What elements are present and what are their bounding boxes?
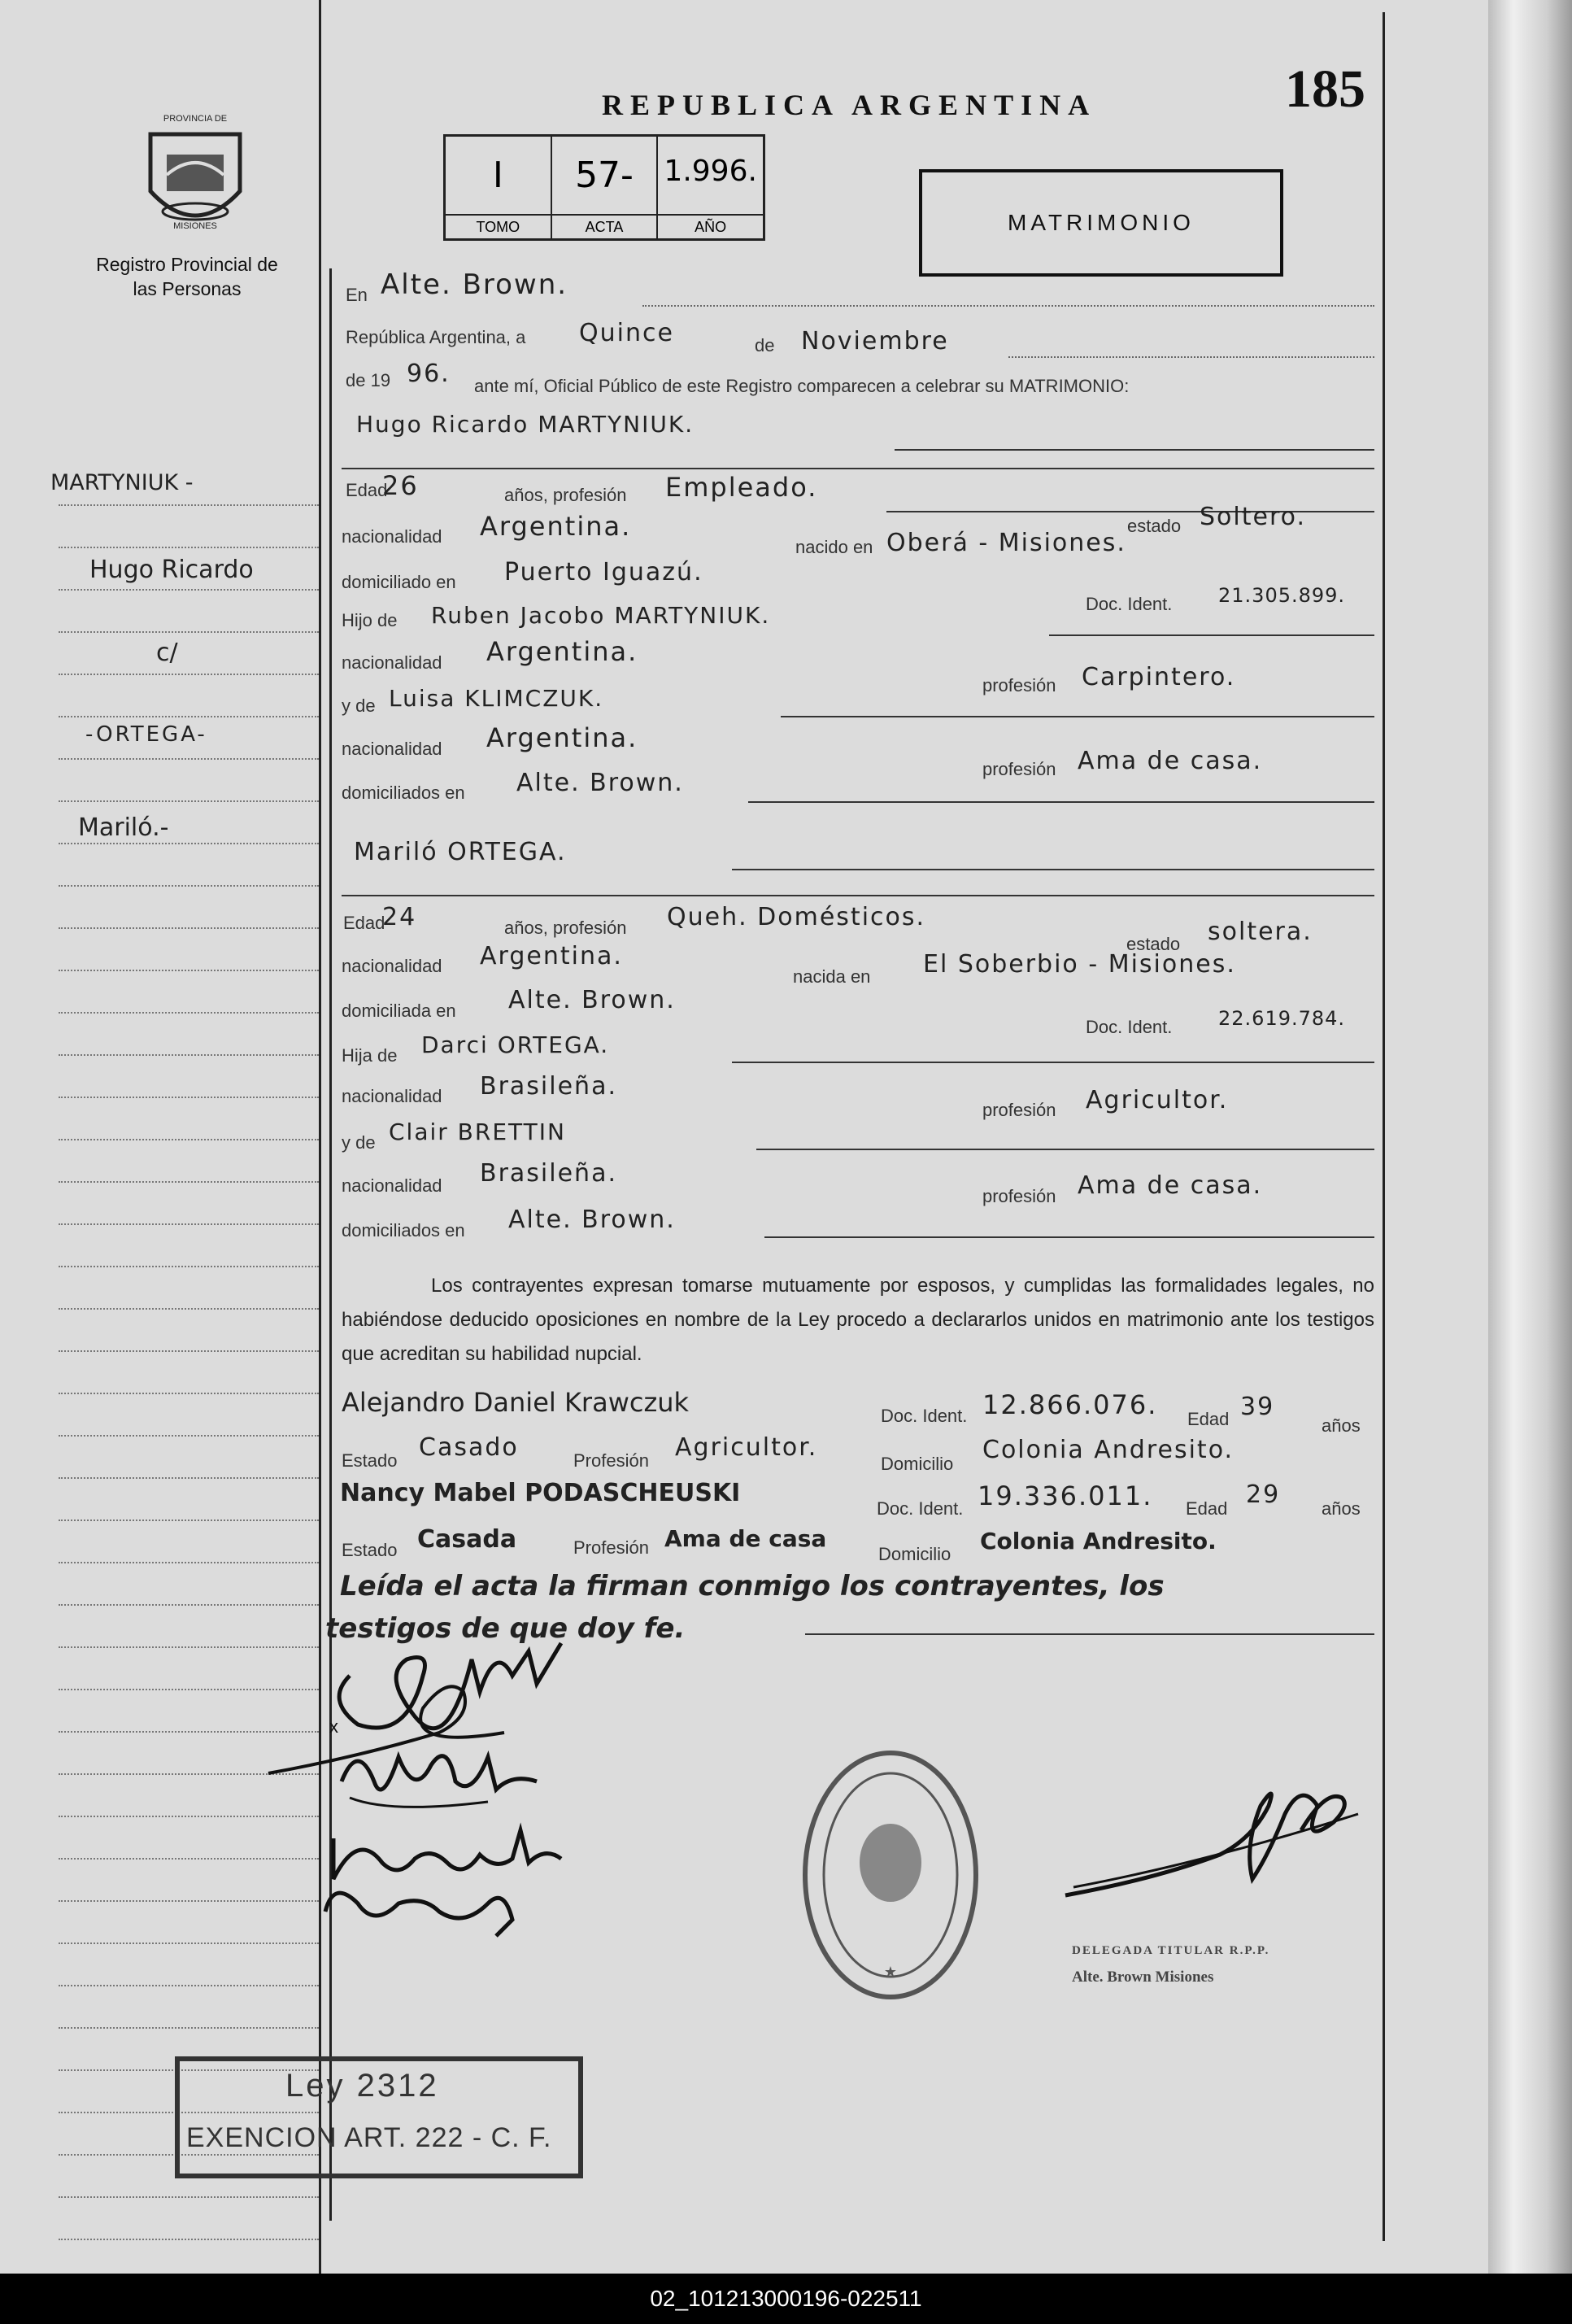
c1-madre-value: Luisa KLIMCZUK. — [389, 685, 604, 712]
c2-padre-value: Darci ORTEGA. — [421, 1031, 610, 1058]
page-title: REPUBLICA ARGENTINA — [602, 89, 1097, 121]
margin-ruled-line — [59, 1985, 319, 1986]
c2-domicilio-value: Alte. Brown. — [508, 986, 676, 1014]
margin-ruled-line — [59, 1562, 319, 1563]
margin-ruled-line — [59, 1012, 319, 1014]
c1-estado-label: estado — [1127, 516, 1182, 536]
anio-prefix-label: de 19 — [346, 370, 391, 390]
fecha-label: República Argentina, a — [346, 327, 526, 347]
acta-label: ACTA — [552, 214, 657, 238]
c1-edad-label: Edad — [346, 480, 388, 500]
t1-prof-label: Profesión — [573, 1450, 649, 1471]
c2-edad-value: 24 — [382, 903, 417, 931]
margin-ruled-line — [59, 1308, 319, 1310]
margin-ruled-line — [59, 800, 319, 802]
c1-padre-rule — [1049, 634, 1374, 636]
c2-padres-dom-rule — [764, 1236, 1374, 1238]
lugar-value: Alte. Brown. — [381, 268, 568, 301]
margin-ruled-line — [59, 504, 319, 506]
c2-padre-nac-value: Brasileña. — [480, 1072, 617, 1101]
declaracion-parrafo — [342, 1269, 1374, 1371]
margin-ruled-line — [59, 2196, 319, 2198]
margin-ruled-line — [59, 1520, 319, 1521]
c1-madre-label: y de — [342, 695, 376, 716]
margin-ruled-line — [59, 1266, 319, 1267]
official-oval-seal-icon — [797, 1741, 984, 2009]
margin-ruled-line — [59, 1223, 319, 1225]
crest-text-top: PROVINCIA DE — [163, 114, 228, 124]
c2-estado-value: soltera. — [1208, 918, 1313, 946]
contrayente1-nombre-rule-2 — [342, 468, 1374, 469]
contrayente2-nombre-rule-2 — [342, 895, 1374, 896]
c1-padre-prof-value: Carpintero. — [1082, 663, 1236, 691]
margin-ruled-line — [59, 1858, 319, 1860]
t1-anos-label: años — [1322, 1415, 1361, 1436]
c1-estado-value: Soltero. — [1200, 503, 1306, 531]
margin-ruled-line — [59, 2027, 319, 2029]
intro-text: ante mí, Oficial Público de este Registro comparecen a celebrar su MATRIMONIO: — [474, 376, 1130, 396]
t2-doc-label: Doc. Ident. — [877, 1498, 964, 1519]
margin-ruled-line — [59, 1393, 319, 1394]
c1-nac-label: nacionalidad — [342, 526, 442, 547]
margin-ruled-line — [59, 631, 319, 633]
registro-provincial-label: Registro Provincial de las Personas — [96, 254, 278, 299]
margin-ruled-line — [59, 1181, 319, 1183]
c1-padre-prof-label: profesión — [982, 675, 1056, 695]
anio-cell — [658, 137, 763, 238]
margin-note-name: Hugo Ricardo — [89, 556, 254, 584]
c1-madre-prof-label: profesión — [982, 759, 1056, 779]
margin-note-marilo: Mariló.- — [78, 813, 169, 842]
margin-ruled-line — [59, 970, 319, 971]
t1-edad-label: Edad — [1187, 1409, 1230, 1429]
acta-cell — [552, 137, 659, 238]
c1-madre-rule — [781, 716, 1374, 717]
c1-madre-nac-value: Argentina. — [486, 722, 638, 753]
t1-dom-label: Domicilio — [881, 1454, 954, 1474]
c1-nacionalidad-value: Argentina. — [480, 511, 632, 542]
t2-doc-value: 19.336.011. — [978, 1480, 1153, 1511]
t1-doc-value: 12.866.076. — [982, 1389, 1158, 1420]
margin-ruled-line — [59, 1097, 319, 1098]
margin-ruled-line — [59, 716, 319, 717]
margin-ruled-line — [59, 1942, 319, 1944]
c2-padre-prof-value: Agricultor. — [1086, 1086, 1229, 1114]
de-label: de — [755, 335, 775, 355]
c2-padre-prof-label: profesión — [982, 1100, 1056, 1120]
t1-doc-label: Doc. Ident. — [881, 1406, 968, 1426]
anio-value-body: 96. — [407, 360, 451, 388]
c2-madre-rule — [756, 1149, 1374, 1150]
svg-text:x: x — [329, 1716, 338, 1737]
c1-profesion-value: Empleado. — [665, 472, 818, 503]
t2-prof-value: Ama de casa — [664, 1525, 827, 1552]
contrayente1-nombre: Hugo Ricardo MARTYNIUK. — [356, 411, 695, 438]
c2-estado-label: estado — [1126, 934, 1181, 954]
c2-madre-prof-label: profesión — [982, 1186, 1056, 1206]
tomo-label: TOMO — [446, 214, 551, 238]
c2-anos-label: años, profesión — [504, 918, 627, 938]
lugar-rule — [642, 305, 1374, 307]
c2-dom-label: domiciliada en — [342, 1001, 456, 1021]
official-name-stamp — [1057, 1887, 1301, 2009]
c2-nacida-value: El Soberbio - Misiones. — [923, 950, 1236, 979]
ley-stamp-line-2: EXENCION ART. 222 - C. F. — [186, 2122, 552, 2153]
t1-dom-value: Colonia Andresito. — [982, 1436, 1235, 1464]
c1-anos-label: años, profesión — [504, 485, 627, 505]
testigo1-nombre: Alejandro Daniel Krawczuk — [342, 1387, 690, 1418]
t2-estado-value: Casada — [417, 1525, 517, 1554]
contrayente2-nombre: Mariló ORTEGA. — [354, 838, 567, 866]
c2-profesion-value: Queh. Domésticos. — [667, 903, 926, 931]
c2-madre-prof-value: Ama de casa. — [1078, 1171, 1263, 1200]
c2-madre-value: Clair BRETTIN — [389, 1118, 566, 1145]
acta-value: 57- — [575, 155, 634, 196]
folio-number: 185 — [1285, 59, 1365, 119]
margin-ruled-line — [59, 1435, 319, 1437]
c1-edad-value: 26 — [382, 470, 419, 501]
matrimonio-box: MATRIMONIO — [919, 169, 1283, 277]
c1-padres-dom-rule — [748, 801, 1374, 803]
anio-label: AÑO — [658, 214, 763, 238]
margin-ruled-line — [59, 674, 319, 675]
tomo-acta-ano-box — [443, 134, 765, 241]
c1-doc-label: Doc. Ident. — [1086, 594, 1173, 614]
margin-note-ortega: -ORTEGA- — [85, 722, 207, 747]
svg-text:★: ★ — [883, 1964, 898, 1980]
margin-ruled-line — [59, 1900, 319, 1902]
margin-ruled-line — [59, 1477, 319, 1479]
dia-value: Quince — [579, 319, 674, 347]
t2-edad-value: 29 — [1246, 1480, 1281, 1509]
fecha-rule — [1008, 356, 1374, 358]
t1-estado-value: Casado — [419, 1433, 519, 1462]
margin-note-surname: MARTYNIUK - — [50, 470, 194, 495]
margin-ruled-line — [59, 885, 319, 887]
c2-nacionalidad-value: Argentina. — [480, 942, 623, 970]
margin-ruled-line — [59, 589, 319, 591]
margin-ruled-line — [59, 1604, 319, 1606]
margin-ruled-line — [59, 758, 319, 760]
t1-estado-label: Estado — [342, 1450, 398, 1471]
t1-prof-value: Agricultor. — [675, 1433, 818, 1462]
c2-doc-value: 22.619.784. — [1218, 1007, 1346, 1030]
mes-value: Noviembre — [801, 327, 949, 355]
right-margin-line — [1383, 12, 1385, 2241]
margin-ruled-line — [59, 547, 319, 548]
declaracion-text: Los contrayentes expresan tomarse mutuamente por esposos, y cumplidas las formalidades legales, no habiéndose deducido oposiciones en nombre de la Ley procedo a declararlos unidos en matrimonio ante los testigos que acreditan su habilidad nupcial. — [342, 1275, 1374, 1365]
lugar-label: En — [346, 285, 368, 305]
c1-dom-label: domiciliado en — [342, 572, 456, 592]
c1-padres-dom-value: Alte. Brown. — [516, 769, 684, 797]
c2-padre-label: Hija de — [342, 1045, 398, 1066]
c2-madre-nac-label: nacionalidad — [342, 1175, 442, 1196]
t2-estado-label: Estado — [342, 1540, 398, 1560]
contrayente1-nombre-rule — [895, 449, 1374, 451]
anio-value: 1.996. — [664, 155, 757, 188]
c1-padre-value: Ruben Jacobo MARTYNIUK. — [431, 602, 771, 629]
c1-madre-prof-value: Ama de casa. — [1078, 747, 1263, 775]
c2-padres-dom-value: Alte. Brown. — [508, 1206, 676, 1234]
margin-ruled-line — [59, 1054, 319, 1056]
c2-doc-label: Doc. Ident. — [1086, 1017, 1173, 1037]
cierre-linea-1: Leída el acta la firman conmigo los contrayentes, los — [340, 1570, 1165, 1602]
t2-dom-value: Colonia Andresito. — [980, 1528, 1217, 1554]
crest-text-bottom: MISIONES — [173, 221, 217, 231]
margin-ruled-line — [59, 1816, 319, 1817]
t2-anos-label: años — [1322, 1498, 1361, 1519]
t1-edad-value: 39 — [1240, 1393, 1275, 1421]
c1-padre-label: Hijo de — [342, 610, 398, 630]
cierre-linea-2: testigos de que doy fe. — [325, 1612, 686, 1645]
c2-nacida-label: nacida en — [793, 966, 871, 987]
ley-exencion-stamp — [175, 2056, 583, 2178]
c1-madre-nac-label: nacionalidad — [342, 739, 442, 759]
margin-ruled-line — [59, 927, 319, 929]
c2-padre-rule — [732, 1062, 1374, 1063]
c2-edad-label: Edad — [343, 913, 385, 933]
margin-ruled-line — [59, 1139, 319, 1140]
c1-doc-value: 21.305.899. — [1218, 584, 1346, 607]
c1-nacido-label: nacido en — [795, 537, 873, 557]
c2-madre-nac-value: Brasileña. — [480, 1159, 617, 1188]
official-stamp-line-1: DELEGADA TITULAR R.P.P. — [1072, 1944, 1270, 1957]
signature-2-icon — [325, 1724, 553, 1822]
c1-nacido-value: Oberá - Misiones. — [886, 529, 1126, 557]
signature-3-icon — [309, 1814, 586, 1944]
tomo-value: I — [492, 155, 503, 196]
book-page-edge — [1488, 0, 1572, 2274]
c2-padre-nac-label: nacionalidad — [342, 1086, 442, 1106]
ley-stamp-line-1: Ley 2312 — [285, 2068, 439, 2104]
t2-prof-label: Profesión — [573, 1537, 649, 1558]
margin-ruled-line — [59, 843, 319, 844]
cierre-rule — [805, 1633, 1374, 1635]
testigo2-nombre: Nancy Mabel PODASCHEUSKI — [340, 1479, 741, 1507]
c1-padre-nac-value: Argentina. — [486, 636, 638, 667]
c1-padres-dom-label: domiciliados en — [342, 783, 465, 803]
official-stamp-line-2: Alte. Brown Misiones — [1072, 1969, 1214, 1986]
c1-padre-nac-label: nacionalidad — [342, 652, 442, 673]
c2-nac-label: nacionalidad — [342, 956, 442, 976]
tomo-cell — [446, 137, 552, 238]
c2-madre-label: y de — [342, 1132, 376, 1153]
margin-ruled-line — [59, 2239, 319, 2240]
margin-note-con: c/ — [156, 639, 178, 667]
c2-padres-dom-label: domiciliados en — [342, 1220, 465, 1240]
margin-ruled-line — [59, 1350, 319, 1352]
crest-caption — [134, 114, 256, 231]
image-footer-id: 02_101213000196-022511 — [0, 2274, 1572, 2324]
c1-domicilio-value: Puerto Iguazú. — [504, 558, 703, 586]
t2-dom-label: Domicilio — [878, 1544, 951, 1564]
contrayente2-nombre-rule — [732, 869, 1374, 870]
t2-edad-label: Edad — [1186, 1498, 1228, 1519]
